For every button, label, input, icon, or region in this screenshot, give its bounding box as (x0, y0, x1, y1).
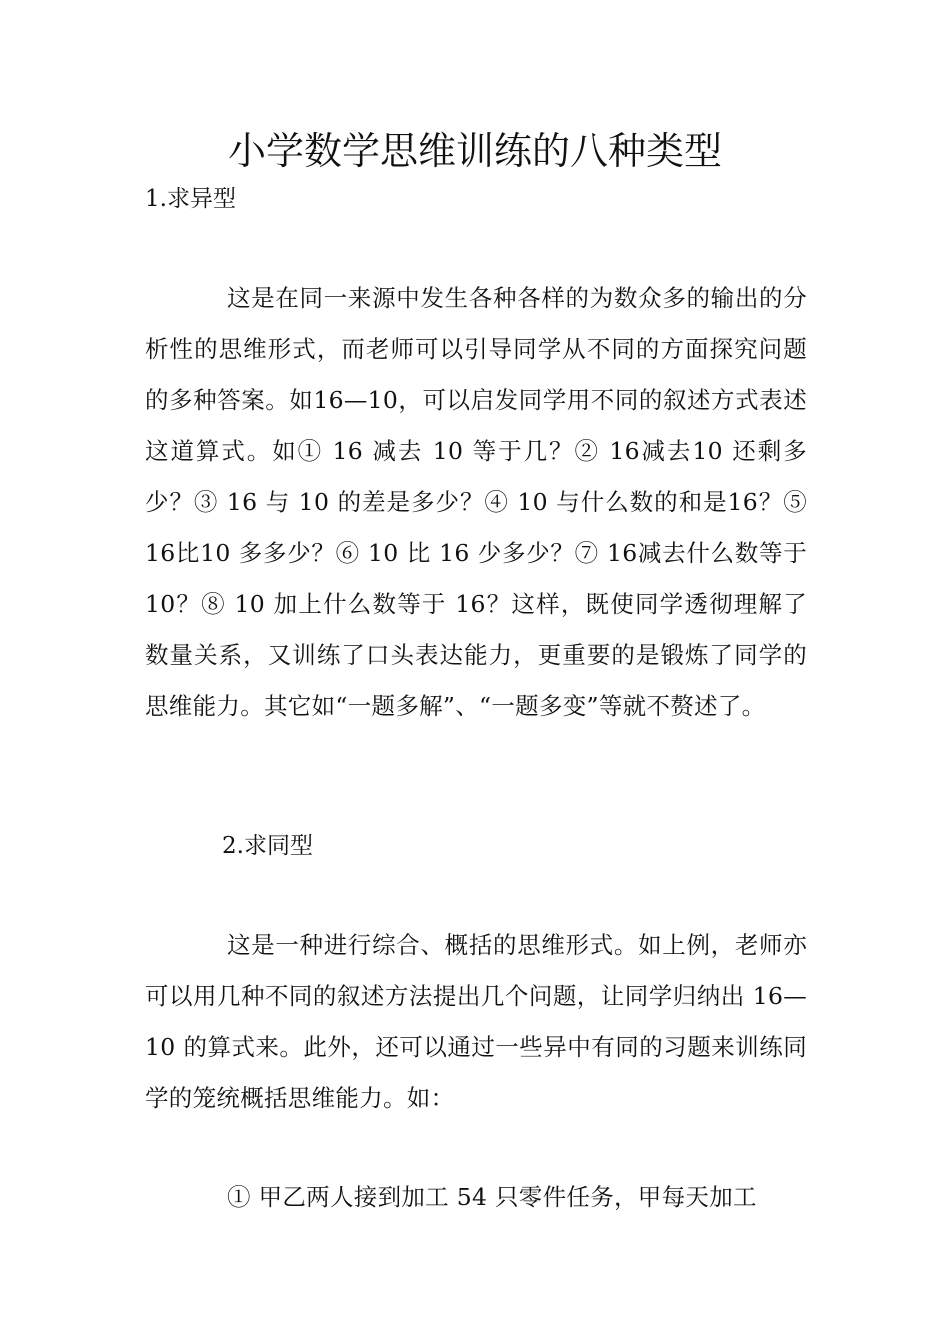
section-heading-1: 1.求异型 (145, 186, 236, 212)
section-heading-2: 2.求同型 (222, 833, 313, 859)
section-paragraph-2: 这是一种进行综合、概括的思维形式。如上例，老师亦可以用几种不同的叙述方法提出几个问题，让同学归纳出 16—10 的算式来。此外，还可以通过一些异中有同的习题来训练同学的笼统概括思维能力。如： (145, 931, 807, 1112)
example-paragraph: ① 甲乙两人接到加工 54 只零件任务，甲每天加工 (227, 1183, 757, 1211)
document-title: 小学数学思维训练的八种类型 (227, 129, 722, 173)
section-paragraph-1: 这是在同一来源中发生各种各样的为数众多的输出的分析性的思维形式，而老师可以引导同学从不同的方面探究问题的多种答案。如16—10，可以启发同学用不同的叙述方式表述这道算式。如① 16 减去 10 等于几？② 16减去10 还剩多少？③ 16 与 10 的差是多少？④ 10 与什么数的和是16？⑤ 16比10 多多少？⑥ 10 比 16 少多少？⑦ 16减去什么数等于 10？⑧ 10 加上什么数等于 16？这样，既使同学透彻理解了数量关系，又训练了口头表达能力，更重要的是锻炼了同学的思维能力。其它如“一题多解”、“一题多变”等就不赘述了。 (145, 284, 807, 720)
